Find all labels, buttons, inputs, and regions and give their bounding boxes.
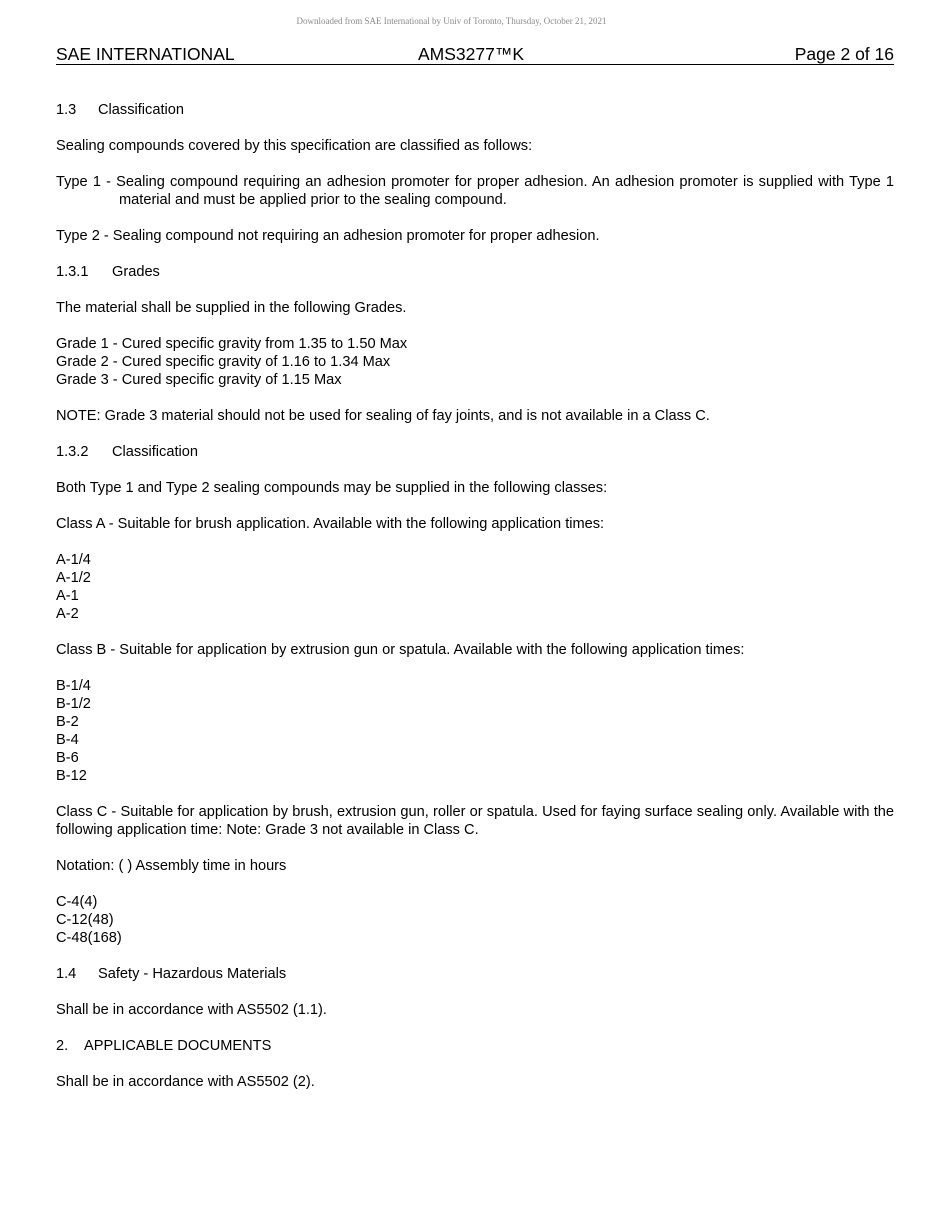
paragraph-grade-note: NOTE: Grade 3 material should not be used for sealing of fay joints, and is not available in a Class C. (56, 408, 710, 424)
page-header (56, 44, 894, 65)
section-title: APPLICABLE DOCUMENTS (84, 1038, 272, 1054)
header-document-id: AMS3277™K (418, 44, 525, 64)
list-item: B-6 (56, 750, 79, 766)
list-item: B-1/2 (56, 696, 91, 712)
class-c-times-list (56, 893, 894, 947)
section-title: Grades (112, 264, 160, 280)
paragraph-classes-intro: Both Type 1 and Type 2 sealing compounds may be supplied in the following classes: (56, 480, 608, 496)
list-item: C-48(168) (56, 930, 122, 946)
list-item: A-1 (56, 588, 79, 604)
paragraph-class-c: Class C - Suitable for application by brush, extrusion gun, roller or spatula. Used for faying surface sealing only. Available with the following application time: Note: Grade 3 not available in Class C. (56, 804, 894, 838)
paragraph-class-a: Class A - Suitable for brush application. Available with the following application times: (56, 516, 605, 532)
paragraph-safety: Shall be in accordance with AS5502 (1.1). (56, 1002, 327, 1018)
list-item: B-1/4 (56, 678, 91, 694)
paragraph-classification-intro: Sealing compounds covered by this specification are classified as follows: (56, 138, 533, 154)
document-body (56, 101, 894, 1091)
class-a-times-list (56, 551, 894, 623)
section-heading-1-3-2 (56, 443, 894, 461)
section-number: 2. (56, 1038, 69, 1054)
list-item: B-4 (56, 732, 79, 748)
section-title: Classification (112, 444, 198, 460)
paragraph-grades-intro: The material shall be supplied in the following Grades. (56, 300, 407, 316)
section-number: 1.3 (56, 102, 77, 118)
section-title: Safety - Hazardous Materials (98, 966, 287, 982)
list-item: Grade 3 - Cured specific gravity of 1.15 Max (56, 372, 342, 388)
class-b-times-list (56, 677, 894, 785)
list-item: A-1/4 (56, 552, 91, 568)
section-heading-1-3 (56, 101, 894, 119)
grades-list (56, 335, 894, 389)
download-watermark: Downloaded from SAE International by Univ of Toronto, Thursday, October 21, 2021 (296, 16, 607, 26)
list-item: Grade 2 - Cured specific gravity of 1.16 to 1.34 Max (56, 354, 391, 370)
list-item: B-2 (56, 714, 79, 730)
list-item: A-2 (56, 606, 79, 622)
list-item: A-1/2 (56, 570, 91, 586)
list-item: C-12(48) (56, 912, 114, 928)
section-number: 1.3.1 (56, 264, 89, 280)
list-item: C-4(4) (56, 894, 98, 910)
section-heading-1-4 (56, 965, 894, 983)
section-number: 1.4 (56, 966, 77, 982)
paragraph-type-2: Type 2 - Sealing compound not requiring an adhesion promoter for proper adhesion. (56, 228, 600, 244)
header-organization: SAE INTERNATIONAL (56, 44, 235, 64)
list-item: B-12 (56, 768, 87, 784)
section-heading-1-3-1 (56, 263, 894, 281)
paragraph-class-b: Class B - Suitable for application by extrusion gun or spatula. Available with the following application times: (56, 642, 745, 658)
section-heading-2 (56, 1037, 894, 1055)
paragraph-type-1: Type 1 - Sealing compound requiring an adhesion promoter for proper adhesion. An adhesion promoter is supplied with Type 1 material and must be applied prior to the sealing compound. (56, 174, 894, 208)
header-page-number: Page 2 of 16 (794, 44, 894, 64)
section-title: Classification (98, 102, 184, 118)
paragraph-notation: Notation: ( ) Assembly time in hours (56, 858, 287, 874)
section-number: 1.3.2 (56, 444, 89, 460)
paragraph-applicable-documents: Shall be in accordance with AS5502 (2). (56, 1074, 315, 1090)
list-item: Grade 1 - Cured specific gravity from 1.35 to 1.50 Max (56, 336, 408, 352)
